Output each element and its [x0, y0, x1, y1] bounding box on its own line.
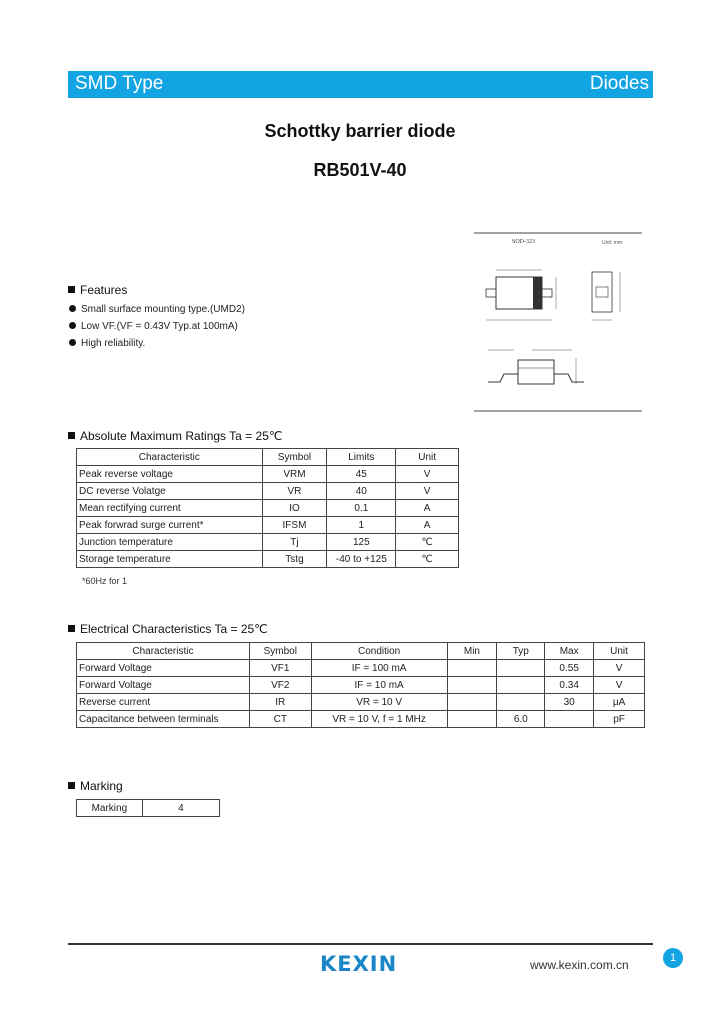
table-row: Peak forwrad surge current* IFSM 1 A	[77, 517, 459, 534]
bullet-dot-icon	[69, 339, 76, 346]
table-row: Marking 4	[77, 800, 220, 817]
product-type-label: Diodes	[589, 73, 649, 94]
part-number: RB501V-40	[313, 160, 407, 180]
table-row: Forward Voltage VF1 IF = 100 mA 0.55 V	[77, 660, 645, 677]
package-units: Unit: mm	[602, 240, 622, 246]
table-row: Mean rectifying current IO 0.1 A	[77, 500, 459, 517]
marking-heading: Marking	[68, 779, 123, 793]
table-footnote: *60Hz for 1	[82, 576, 128, 586]
table-row: Capacitance between terminals CT VR = 10 V, f = 1 MHz 6.0 pF	[77, 711, 645, 728]
footer-divider	[68, 943, 653, 945]
abs-max-table	[76, 448, 459, 568]
table-row: Storage temperature Tstg -40 to +125 ℃	[77, 551, 459, 568]
abs-max-heading: Absolute Maximum Ratings Ta = 25℃	[68, 429, 282, 443]
marking-table	[76, 799, 220, 817]
bullet-dot-icon	[69, 305, 76, 312]
table-row: Junction temperature Tj 125 ℃	[77, 534, 459, 551]
website-url: www.kexin.com.cn	[530, 958, 629, 972]
feature-item: Small surface mounting type.(UMD2)	[69, 304, 245, 315]
package-name: SOD-323	[512, 239, 536, 245]
table-row: DC reverse Volatge VR 40 V	[77, 483, 459, 500]
elec-table	[76, 642, 645, 728]
elec-heading: Electrical Characteristics Ta = 25℃	[68, 622, 268, 636]
bullet-dot-icon	[69, 322, 76, 329]
header-banner	[68, 71, 653, 98]
table-row: Peak reverse voltage VRM 45 V	[77, 466, 459, 483]
category-label: SMD Type	[75, 73, 164, 94]
bullet-square-icon	[68, 782, 75, 789]
features-heading: Features	[68, 283, 127, 297]
page-number-badge: 1	[663, 948, 683, 968]
table-header-row: Characteristic Symbol Limits Unit	[77, 449, 459, 466]
feature-item: High reliability.	[69, 338, 145, 349]
page-title: Schottky barrier diode	[264, 121, 456, 141]
table-header-row: Characteristic Symbol Condition Min Typ Max Unit	[77, 643, 645, 660]
table-row: Reverse current IR VR = 10 V 30 μA	[77, 694, 645, 711]
feature-item: Low VF.(VF = 0.43V Typ.at 100mA)	[69, 321, 238, 332]
kexin-logo: KEXIN	[320, 952, 398, 976]
table-row: Forward Voltage VF2 IF = 10 mA 0.34 V	[77, 677, 645, 694]
package-outline-drawing	[474, 232, 642, 412]
bullet-square-icon	[68, 432, 75, 439]
bullet-square-icon	[68, 625, 75, 632]
bullet-square-icon	[68, 286, 75, 293]
